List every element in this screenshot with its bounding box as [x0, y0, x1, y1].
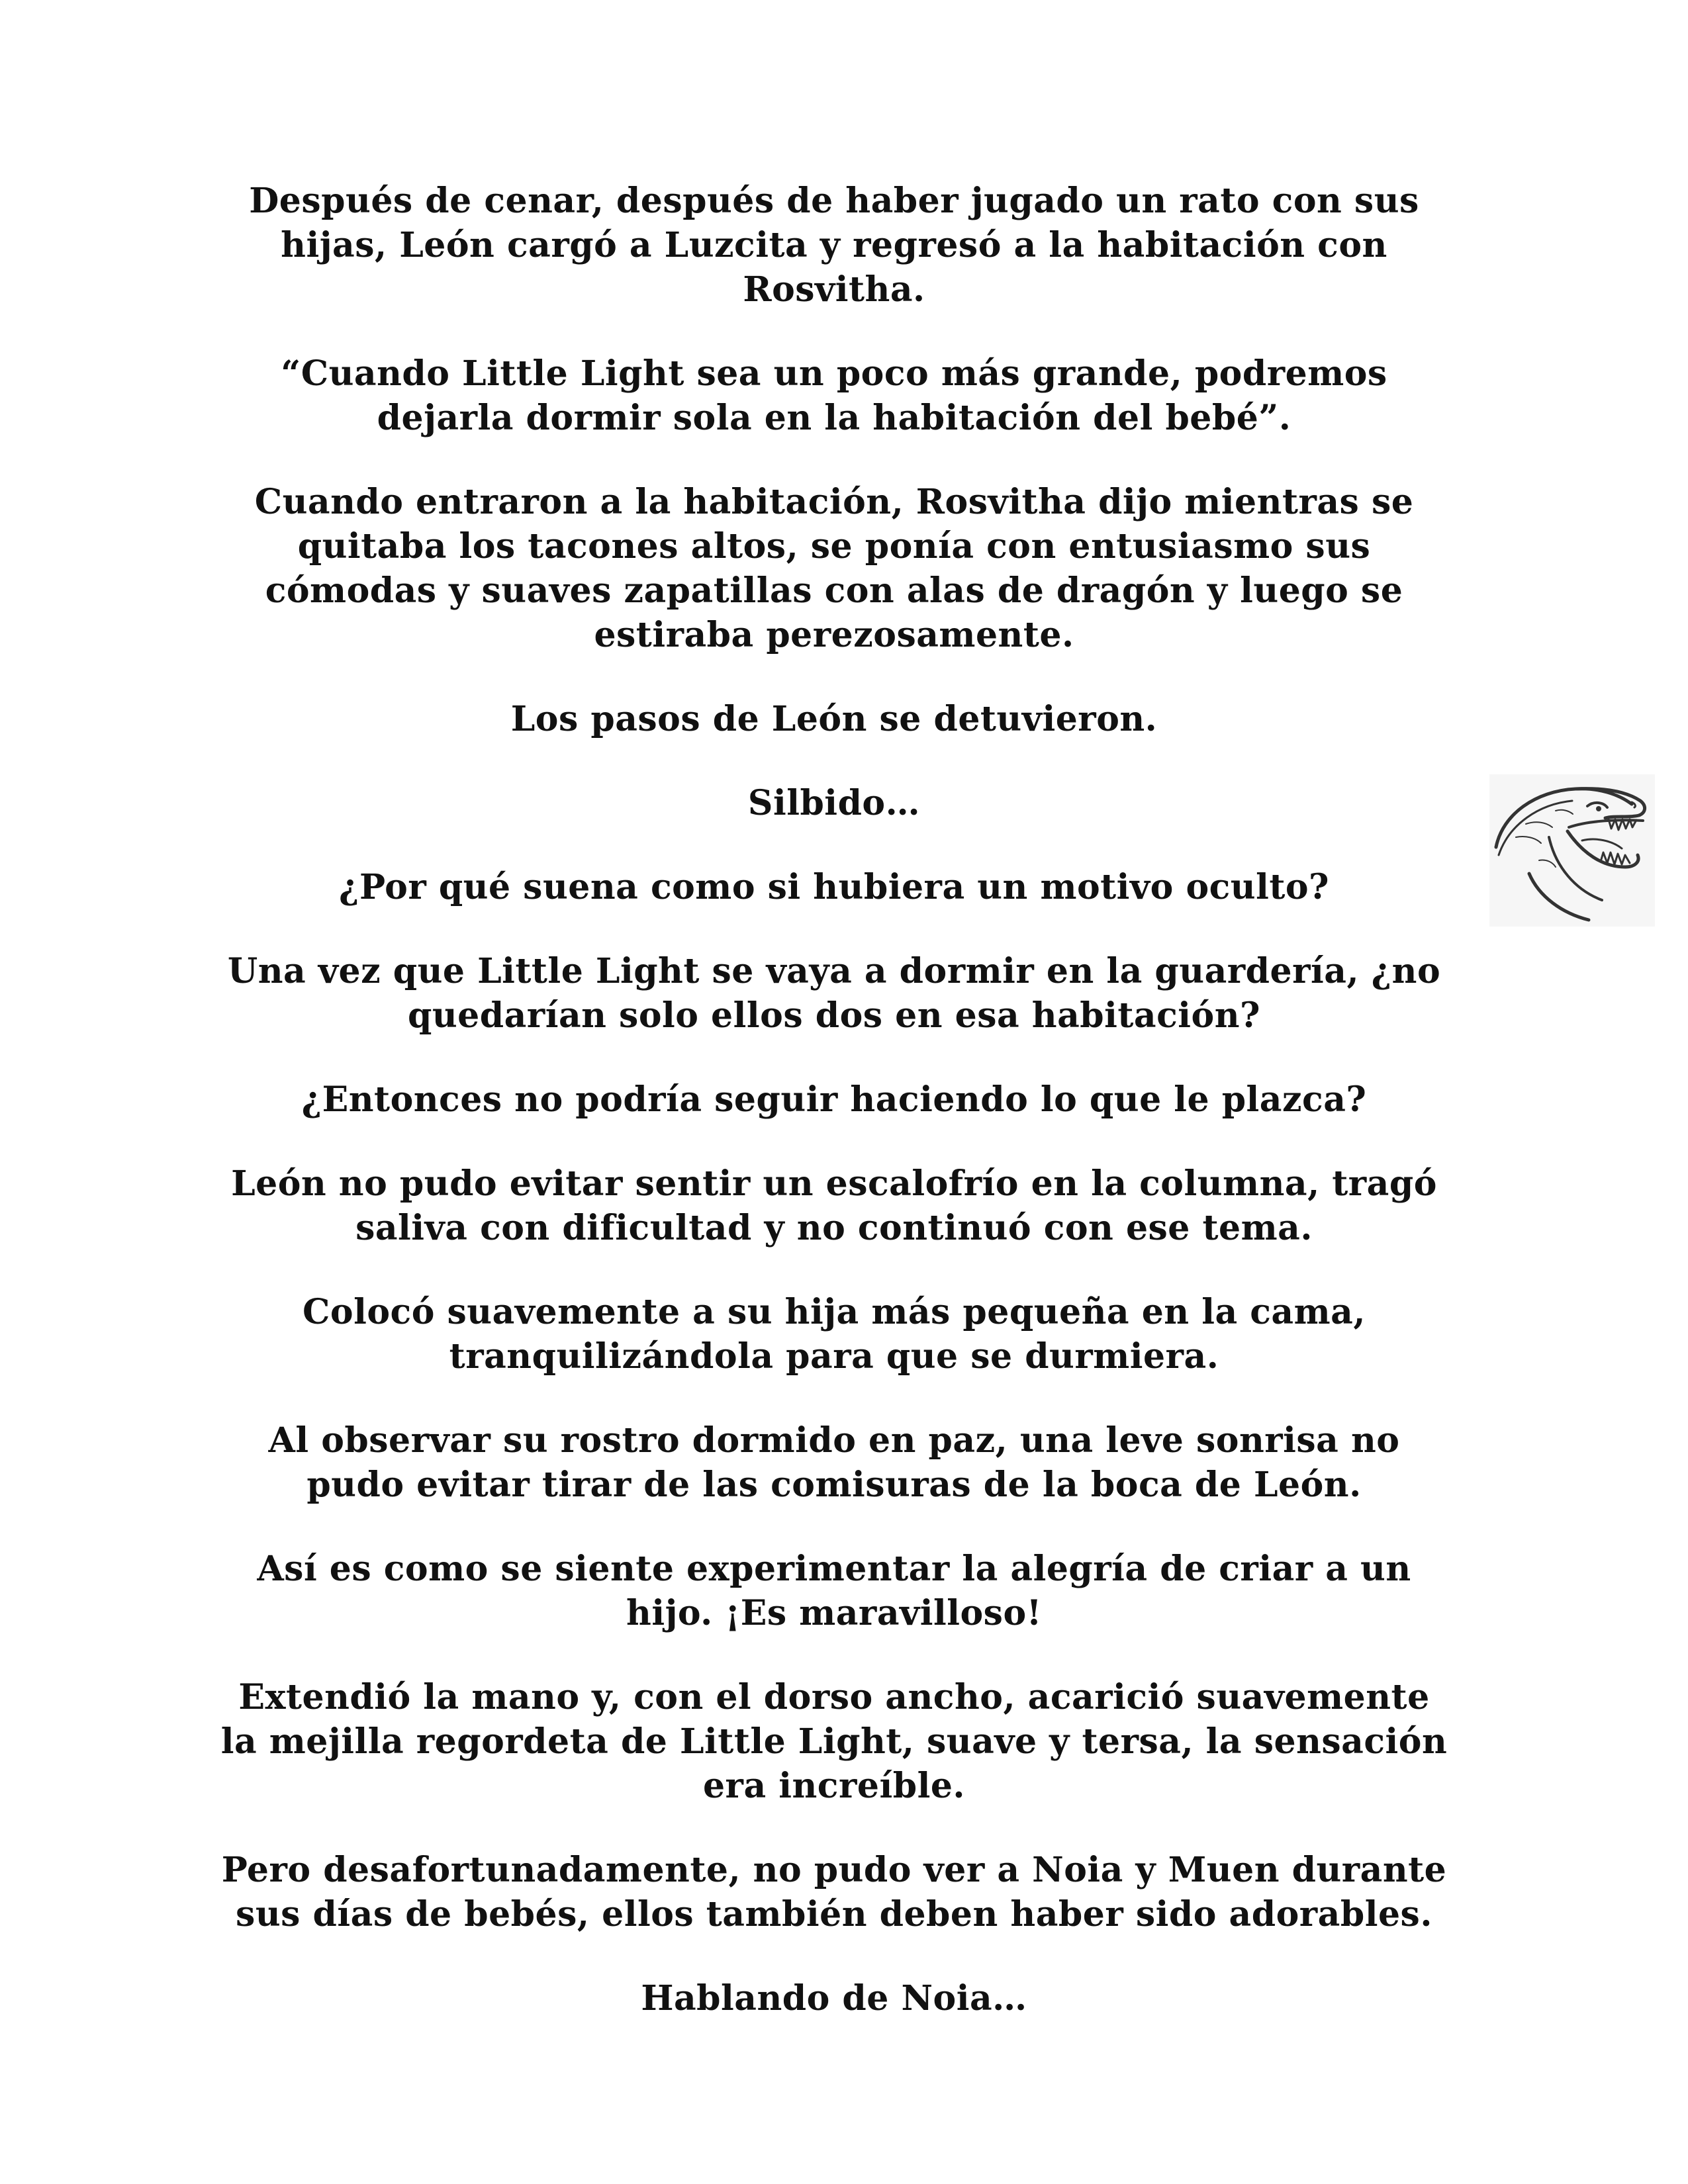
paragraph-12: Así es como se siente experimentar la alegría de criar a un hijo. ¡Es maravilloso!	[257, 1549, 1411, 1633]
paragraph-1: Después de cenar, después de haber jugado un rato con sus hijas, León cargó a Luzcita y regresó a la habitación con Rosvitha.	[249, 181, 1419, 310]
story-text	[218, 179, 1450, 2060]
paragraph-3: Cuando entraron a la habitación, Rosvitha dijo mientras se quitaba los tacones altos, se ponía con entusiasmo sus cómodas y suaves zapatillas con alas de dragón y luego se estiraba perezosamente.	[254, 482, 1414, 655]
paragraph-4: Los pasos de León se detuvieron.	[510, 699, 1158, 739]
paragraph-7: Una vez que Little Light se vaya a dormir en la guardería, ¿no quedarían solo ellos dos en esa habitación?	[227, 951, 1441, 1036]
dinosaur-head-icon	[1489, 774, 1655, 927]
paragraph-10: Colocó suavemente a su hija más pequeña en la cama, tranquilizándola para que se durmiera.	[303, 1292, 1366, 1377]
paragraph-9: León no pudo evitar sentir un escalofrío en la columna, tragó saliva con dificultad y no continuó con ese tema.	[231, 1163, 1437, 1248]
paragraph-5: Silbido…	[747, 783, 921, 823]
paragraph-13: Extendió la mano y, con el dorso ancho, acarició suavemente la mejilla regordeta de Little Light, suave y tersa, la sensación era increíble.	[220, 1677, 1448, 1806]
paragraph-14: Pero desafortunadamente, no pudo ver a Noia y Muen durante sus días de bebés, ellos también deben haber sido adorables.	[221, 1850, 1447, 1934]
paragraph-6: ¿Por qué suena como si hubiera un motivo oculto?	[338, 867, 1330, 907]
paragraph-2: “Cuando Little Light sea un poco más grande, podremos dejarla dormir sola en la habitación del bebé”.	[281, 353, 1387, 438]
paragraph-11: Al observar su rostro dormido en paz, una leve sonrisa no pudo evitar tirar de las comisuras de la boca de León.	[268, 1420, 1400, 1505]
paragraph-15: Hablando de Noia…	[641, 1978, 1027, 2019]
paragraph-8: ¿Entonces no podría seguir haciendo lo que le plazca?	[301, 1079, 1367, 1120]
